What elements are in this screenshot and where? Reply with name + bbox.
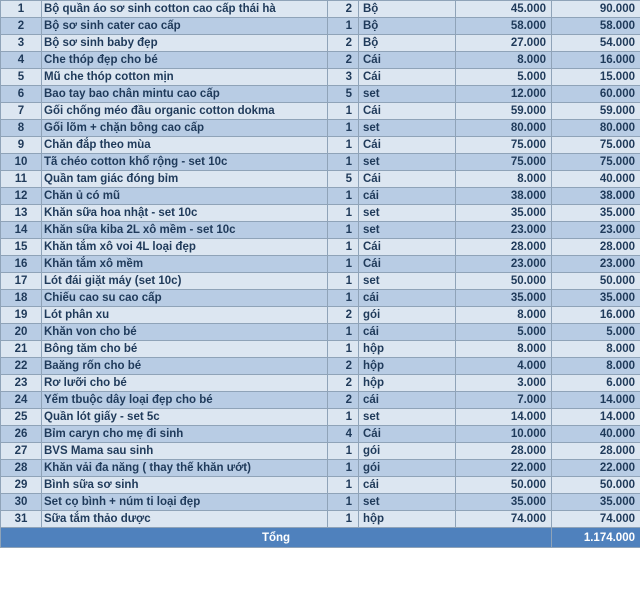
unit-cell[interactable]: Cái	[359, 171, 456, 188]
quantity-cell[interactable]: 1	[328, 511, 359, 528]
item-name-cell[interactable]: Quần tam giác đóng bỉm	[42, 171, 328, 188]
summary-total[interactable]: 1.174.000	[552, 528, 640, 548]
row-number-cell[interactable]: 27	[1, 443, 42, 460]
table-row	[1, 103, 640, 120]
row-number-cell[interactable]: 14	[1, 222, 42, 239]
item-name-cell[interactable]: Rơ lưỡi cho bé	[42, 375, 328, 392]
line-total-cell[interactable]: 35.000	[552, 205, 640, 222]
item-name-cell[interactable]: Che thóp đẹp cho bé	[42, 52, 328, 69]
unit-cell[interactable]: hộp	[359, 341, 456, 358]
item-name-cell[interactable]: BVS Mama sau sinh	[42, 443, 328, 460]
row-number-cell[interactable]: 2	[1, 18, 42, 35]
unit-cell[interactable]: Cái	[359, 69, 456, 86]
line-total-cell[interactable]: 5.000	[552, 324, 640, 341]
line-total-cell[interactable]: 60.000	[552, 86, 640, 103]
unit-price-cell[interactable]: 4.000	[456, 358, 552, 375]
unit-price-cell[interactable]: 50.000	[456, 273, 552, 290]
unit-cell[interactable]: cái	[359, 392, 456, 409]
line-total-cell[interactable]: 23.000	[552, 256, 640, 273]
item-name-cell[interactable]: Chiếu cao su cao cấp	[42, 290, 328, 307]
unit-price-cell[interactable]: 8.000	[456, 171, 552, 188]
unit-cell[interactable]: cái	[359, 477, 456, 494]
unit-price-cell[interactable]: 75.000	[456, 137, 552, 154]
unit-cell[interactable]: cái	[359, 324, 456, 341]
unit-cell[interactable]: set	[359, 222, 456, 239]
table-row	[1, 171, 640, 188]
table-row	[1, 69, 640, 86]
unit-price-cell[interactable]: 58.000	[456, 18, 552, 35]
item-name-cell[interactable]: Bình sữa sơ sinh	[42, 477, 328, 494]
line-total-cell[interactable]: 74.000	[552, 511, 640, 528]
unit-cell[interactable]: Cái	[359, 256, 456, 273]
unit-cell[interactable]: Bộ	[359, 1, 456, 18]
row-number-cell[interactable]: 16	[1, 256, 42, 273]
line-total-cell[interactable]: 80.000	[552, 120, 640, 137]
unit-price-cell[interactable]: 8.000	[456, 341, 552, 358]
line-total-cell[interactable]: 6.000	[552, 375, 640, 392]
unit-cell[interactable]: gói	[359, 460, 456, 477]
quantity-cell[interactable]: 1	[328, 239, 359, 256]
table-row	[1, 188, 640, 205]
line-total-cell[interactable]: 40.000	[552, 426, 640, 443]
unit-price-cell[interactable]: 22.000	[456, 460, 552, 477]
unit-cell[interactable]: hộp	[359, 375, 456, 392]
quantity-cell[interactable]: 1	[328, 494, 359, 511]
row-number-cell[interactable]: 3	[1, 35, 42, 52]
row-number-cell[interactable]: 13	[1, 205, 42, 222]
unit-cell[interactable]: Cái	[359, 239, 456, 256]
table-row	[1, 341, 640, 358]
line-total-cell[interactable]: 28.000	[552, 239, 640, 256]
unit-cell[interactable]: set	[359, 409, 456, 426]
row-number-cell[interactable]: 10	[1, 154, 42, 171]
row-number-cell[interactable]: 29	[1, 477, 42, 494]
quantity-cell[interactable]: 1	[328, 154, 359, 171]
unit-price-cell[interactable]: 23.000	[456, 222, 552, 239]
unit-price-cell[interactable]: 50.000	[456, 477, 552, 494]
row-number-cell[interactable]: 24	[1, 392, 42, 409]
quantity-cell[interactable]: 1	[328, 256, 359, 273]
summary-row	[1, 528, 640, 548]
row-number-cell[interactable]: 7	[1, 103, 42, 120]
table-body	[1, 1, 640, 528]
quantity-cell[interactable]: 2	[328, 1, 359, 18]
item-name-cell[interactable]: Gối lõm + chặn bông cao cấp	[42, 120, 328, 137]
line-total-cell[interactable]: 50.000	[552, 477, 640, 494]
unit-cell[interactable]: set	[359, 205, 456, 222]
line-total-cell[interactable]: 40.000	[552, 171, 640, 188]
unit-price-cell[interactable]: 75.000	[456, 154, 552, 171]
table-row	[1, 1, 640, 18]
table-row	[1, 443, 640, 460]
table-row	[1, 358, 640, 375]
quantity-cell[interactable]: 1	[328, 205, 359, 222]
row-number-cell[interactable]: 22	[1, 358, 42, 375]
unit-cell[interactable]: Bộ	[359, 18, 456, 35]
unit-cell[interactable]: set	[359, 494, 456, 511]
quantity-cell[interactable]: 2	[328, 35, 359, 52]
unit-price-cell[interactable]: 35.000	[456, 205, 552, 222]
item-name-cell[interactable]: Bộ quần áo sơ sinh cotton cao cấp thái hà	[42, 1, 328, 18]
row-number-cell[interactable]: 30	[1, 494, 42, 511]
item-name-cell[interactable]: Khăn sữa kiba 2L xô mềm - set 10c	[42, 222, 328, 239]
unit-price-cell[interactable]: 8.000	[456, 52, 552, 69]
unit-price-cell[interactable]: 80.000	[456, 120, 552, 137]
line-total-cell[interactable]: 54.000	[552, 35, 640, 52]
line-total-cell[interactable]: 90.000	[552, 1, 640, 18]
quantity-cell[interactable]: 1	[328, 18, 359, 35]
table-row	[1, 324, 640, 341]
line-total-cell[interactable]: 59.000	[552, 103, 640, 120]
item-name-cell[interactable]: Khăn tắm xô mềm	[42, 256, 328, 273]
row-number-cell[interactable]: 31	[1, 511, 42, 528]
table-row	[1, 86, 640, 103]
line-total-cell[interactable]: 14.000	[552, 392, 640, 409]
quantity-cell[interactable]: 4	[328, 426, 359, 443]
row-number-cell[interactable]: 6	[1, 86, 42, 103]
row-number-cell[interactable]: 23	[1, 375, 42, 392]
row-number-cell[interactable]: 28	[1, 460, 42, 477]
table-row	[1, 392, 640, 409]
line-total-cell[interactable]: 16.000	[552, 52, 640, 69]
unit-price-cell[interactable]: 7.000	[456, 392, 552, 409]
item-name-cell[interactable]: Tã chéo cotton khổ rộng - set 10c	[42, 154, 328, 171]
summary-label[interactable]: Tổng	[1, 528, 552, 548]
unit-cell[interactable]: set	[359, 86, 456, 103]
unit-cell[interactable]: Cái	[359, 52, 456, 69]
quantity-cell[interactable]: 2	[328, 358, 359, 375]
item-name-cell[interactable]: Bộ sơ sinh baby đẹp	[42, 35, 328, 52]
table-row	[1, 120, 640, 137]
item-name-cell[interactable]: Quần lót giấy - set 5c	[42, 409, 328, 426]
table-row	[1, 239, 640, 256]
quantity-cell[interactable]: 1	[328, 103, 359, 120]
quantity-cell[interactable]: 2	[328, 392, 359, 409]
line-total-cell[interactable]: 75.000	[552, 137, 640, 154]
table-row	[1, 511, 640, 528]
table-row	[1, 35, 640, 52]
row-number-cell[interactable]: 5	[1, 69, 42, 86]
quantity-cell[interactable]: 1	[328, 341, 359, 358]
line-total-cell[interactable]: 8.000	[552, 358, 640, 375]
line-total-cell[interactable]: 14.000	[552, 409, 640, 426]
item-name-cell[interactable]: Baăng rốn cho bé	[42, 358, 328, 375]
line-total-cell[interactable]: 35.000	[552, 290, 640, 307]
unit-cell[interactable]: Bộ	[359, 35, 456, 52]
row-number-cell[interactable]: 9	[1, 137, 42, 154]
item-name-cell[interactable]: Khăn von cho bé	[42, 324, 328, 341]
quantity-cell[interactable]: 5	[328, 171, 359, 188]
quantity-cell[interactable]: 1	[328, 477, 359, 494]
quantity-cell[interactable]: 1	[328, 188, 359, 205]
row-number-cell[interactable]: 15	[1, 239, 42, 256]
table-row	[1, 494, 640, 511]
unit-cell[interactable]: cái	[359, 188, 456, 205]
table-row	[1, 52, 640, 69]
unit-price-cell[interactable]: 12.000	[456, 86, 552, 103]
item-name-cell[interactable]: Chăn ủ có mũ	[42, 188, 328, 205]
unit-price-cell[interactable]: 5.000	[456, 324, 552, 341]
quantity-cell[interactable]: 2	[328, 307, 359, 324]
line-total-cell[interactable]: 8.000	[552, 341, 640, 358]
unit-price-cell[interactable]: 74.000	[456, 511, 552, 528]
item-name-cell[interactable]: Yếm tbuộc dây loại đẹp cho bé	[42, 392, 328, 409]
quantity-cell[interactable]: 3	[328, 69, 359, 86]
table-row	[1, 426, 640, 443]
unit-cell[interactable]: cái	[359, 290, 456, 307]
row-number-cell[interactable]: 21	[1, 341, 42, 358]
unit-cell[interactable]: hộp	[359, 358, 456, 375]
line-total-cell[interactable]: 16.000	[552, 307, 640, 324]
item-name-cell[interactable]: Khăn tắm xô voi 4L loại đẹp	[42, 239, 328, 256]
quantity-cell[interactable]: 1	[328, 273, 359, 290]
table-row	[1, 290, 640, 307]
line-total-cell[interactable]: 23.000	[552, 222, 640, 239]
unit-price-cell[interactable]: 38.000	[456, 188, 552, 205]
quantity-cell[interactable]: 1	[328, 409, 359, 426]
row-number-cell[interactable]: 17	[1, 273, 42, 290]
table-row	[1, 222, 640, 239]
quantity-cell[interactable]: 1	[328, 460, 359, 477]
quantity-cell[interactable]: 1	[328, 120, 359, 137]
row-number-cell[interactable]: 25	[1, 409, 42, 426]
table-row	[1, 273, 640, 290]
unit-cell[interactable]: Cái	[359, 137, 456, 154]
item-name-cell[interactable]: Bao tay bao chân mintu cao cấp	[42, 86, 328, 103]
unit-price-cell[interactable]: 23.000	[456, 256, 552, 273]
item-name-cell[interactable]: Bộ sơ sinh cater cao cấp	[42, 18, 328, 35]
unit-price-cell[interactable]: 5.000	[456, 69, 552, 86]
quantity-cell[interactable]: 1	[328, 222, 359, 239]
item-name-cell[interactable]: Chăn đắp theo mùa	[42, 137, 328, 154]
table-row	[1, 18, 640, 35]
row-number-cell[interactable]: 8	[1, 120, 42, 137]
unit-price-cell[interactable]: 28.000	[456, 239, 552, 256]
item-name-cell[interactable]: Gối chống méo đầu organic cotton dokma	[42, 103, 328, 120]
item-name-cell[interactable]: Bông tăm cho bé	[42, 341, 328, 358]
table-row	[1, 409, 640, 426]
quantity-cell[interactable]: 1	[328, 137, 359, 154]
row-number-cell[interactable]: 19	[1, 307, 42, 324]
unit-cell[interactable]: gói	[359, 443, 456, 460]
unit-price-cell[interactable]: 3.000	[456, 375, 552, 392]
quantity-cell[interactable]: 1	[328, 290, 359, 307]
unit-price-cell[interactable]: 35.000	[456, 290, 552, 307]
item-name-cell[interactable]: Sữa tắm thảo dược	[42, 511, 328, 528]
row-number-cell[interactable]: 1	[1, 1, 42, 18]
unit-cell[interactable]: Cái	[359, 103, 456, 120]
table-row	[1, 154, 640, 171]
table-row	[1, 137, 640, 154]
item-name-cell[interactable]: Mũ che thóp cotton mịn	[42, 69, 328, 86]
unit-cell[interactable]: gói	[359, 307, 456, 324]
quantity-cell[interactable]: 2	[328, 52, 359, 69]
unit-price-cell[interactable]: 10.000	[456, 426, 552, 443]
row-number-cell[interactable]: 20	[1, 324, 42, 341]
unit-cell[interactable]: hộp	[359, 511, 456, 528]
table-row	[1, 477, 640, 494]
quantity-cell[interactable]: 2	[328, 375, 359, 392]
unit-price-cell[interactable]: 35.000	[456, 494, 552, 511]
unit-cell[interactable]: set	[359, 120, 456, 137]
line-total-cell[interactable]: 22.000	[552, 460, 640, 477]
unit-cell[interactable]: Cái	[359, 426, 456, 443]
unit-cell[interactable]: set	[359, 273, 456, 290]
unit-price-cell[interactable]: 8.000	[456, 307, 552, 324]
row-number-cell[interactable]: 4	[1, 52, 42, 69]
unit-price-cell[interactable]: 14.000	[456, 409, 552, 426]
row-number-cell[interactable]: 26	[1, 426, 42, 443]
row-number-cell[interactable]: 11	[1, 171, 42, 188]
item-name-cell[interactable]: Set cọ bình + núm ti loại đẹp	[42, 494, 328, 511]
row-number-cell[interactable]: 18	[1, 290, 42, 307]
unit-price-cell[interactable]: 28.000	[456, 443, 552, 460]
table-row	[1, 307, 640, 324]
item-name-cell[interactable]: Khăn sữa hoa nhật - set 10c	[42, 205, 328, 222]
quantity-cell[interactable]: 5	[328, 86, 359, 103]
quantity-cell[interactable]: 1	[328, 324, 359, 341]
table-row	[1, 460, 640, 477]
item-name-cell[interactable]: Bỉm caryn cho mẹ đi sinh	[42, 426, 328, 443]
line-total-cell[interactable]: 15.000	[552, 69, 640, 86]
unit-cell[interactable]: set	[359, 154, 456, 171]
unit-price-cell[interactable]: 45.000	[456, 1, 552, 18]
line-total-cell[interactable]: 58.000	[552, 18, 640, 35]
item-name-cell[interactable]: Lót phân xu	[42, 307, 328, 324]
line-total-cell[interactable]: 50.000	[552, 273, 640, 290]
row-number-cell[interactable]: 12	[1, 188, 42, 205]
unit-price-cell[interactable]: 59.000	[456, 103, 552, 120]
table-row	[1, 205, 640, 222]
table-row	[1, 256, 640, 273]
item-name-cell[interactable]: Khăn vải đa năng ( thay thế khăn ướt)	[42, 460, 328, 477]
quantity-cell[interactable]: 1	[328, 443, 359, 460]
unit-price-cell[interactable]: 27.000	[456, 35, 552, 52]
item-name-cell[interactable]: Lót đái giặt máy (set 10c)	[42, 273, 328, 290]
line-total-cell[interactable]: 38.000	[552, 188, 640, 205]
line-total-cell[interactable]: 75.000	[552, 154, 640, 171]
table-row	[1, 375, 640, 392]
line-total-cell[interactable]: 28.000	[552, 443, 640, 460]
line-total-cell[interactable]: 35.000	[552, 494, 640, 511]
